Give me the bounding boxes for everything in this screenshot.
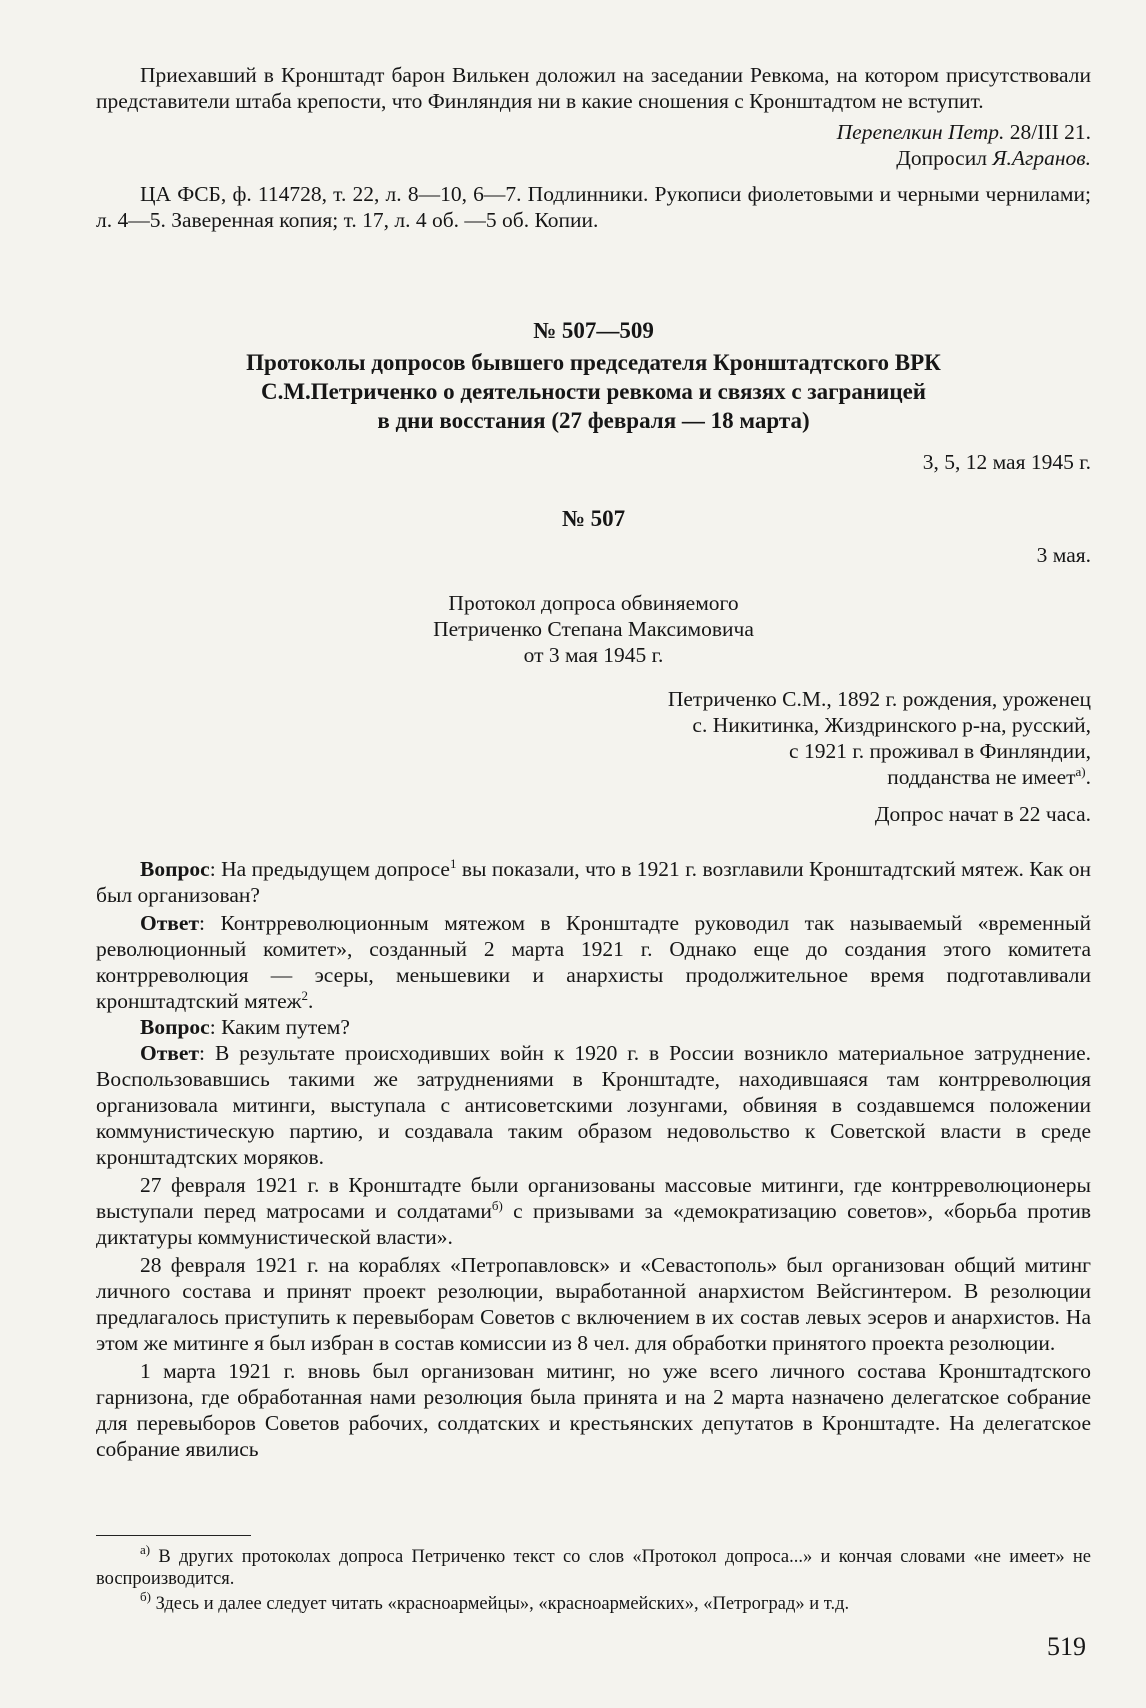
- answer-label: Ответ: [140, 911, 199, 935]
- bio-line-1: Петриченко С.М., 1892 г. рождения, уроженец: [667, 687, 1091, 711]
- accused-bio: [96, 686, 1091, 827]
- answer-1: [96, 910, 1091, 1014]
- protocol-line-3: от 3 мая 1945 г.: [523, 643, 664, 667]
- interrogation-start: Допрос начат в 22 часа.: [874, 802, 1091, 826]
- footnote-b-text: Здесь и далее следует читать «красноармейцы», «красноармейских», «Петроград» и т.д.: [150, 1594, 850, 1614]
- footnote-ref-1: 1: [449, 856, 457, 871]
- feb-27-text-a: 27 февраля 1921 г. в Кронштадте были организованы массовые митинги, где контрреволюционеры выступали перед матросами и солдатами: [96, 1173, 1091, 1223]
- interrogator-name: Я.Агранов.: [992, 146, 1091, 170]
- question-label: Вопрос: [140, 857, 210, 881]
- section-title-line-1: Протоколы допросов бывшего председателя Кронштадтского ВРК: [246, 350, 941, 375]
- answer-label: Ответ: [140, 1041, 199, 1065]
- bio-line-3: с 1921 г. проживал в Финляндии,: [789, 739, 1091, 763]
- page-number: 519: [1047, 1632, 1086, 1661]
- signature-line: [96, 119, 1091, 145]
- question-1-text-b: вы показали, что в 1921 г. возглавили Кронштадтский мятеж. Как он был организован?: [96, 857, 1091, 907]
- footnotes: [96, 1542, 1091, 1615]
- document-number: № 507: [561, 506, 626, 531]
- question-label: Вопрос: [140, 1015, 210, 1039]
- answer-1-text-b: .: [307, 989, 314, 1013]
- question-1-text-a: : На предыдущем допросе: [209, 857, 450, 881]
- paragraph-feb-27: [96, 1172, 1091, 1250]
- footnote-a: [96, 1542, 1091, 1590]
- footnote-a-text: В других протоколах допроса Петриченко текст со слов «Протокол допроса...» и кончая словами «не имеет» не воспроизводится.: [96, 1547, 1091, 1589]
- protocol-heading: [96, 590, 1091, 668]
- bio-line-4: [96, 764, 1091, 790]
- answer-1-text-a: : Контрреволюционным мятежом в Кронштадте руководил так называемый «временный революционный комитет», созданный 2 марта 1921 г. Однако еще до создания этого комитета контрреволюция — эсеры, меньшевики и анархисты продолжительное время подготавливали кронштадтский мятеж: [96, 911, 1091, 1013]
- bio-line-4-end: .: [1085, 765, 1091, 789]
- bio-line-2: с. Никитинка, Жиздринского р-на, русский,: [692, 713, 1091, 737]
- answer-2-text: : В результате происходивших войн к 1920 г. в России возникло материальное затруднение. Воспользовавшись такими же затруднениями в Кронштадте, находившаяся там контрреволюция организовала митинги, выступала с антисоветскими лозунгами, обвиняя в создавшемся положении коммунистическую партию, и создавала таким образом недовольство к Советской власти в среде кронштадтских моряков.: [96, 1041, 1091, 1169]
- footnote-a-mark: а): [140, 1542, 151, 1557]
- footnote-b: [96, 1589, 1091, 1615]
- bio-line-4-text: подданства не имеет: [887, 765, 1076, 789]
- answer-2: [96, 1040, 1091, 1170]
- interrogator-line: [96, 145, 1091, 171]
- intro-block: [96, 62, 1091, 233]
- section-title-line-2: С.М.Петриченко о деятельности ревкома и связях с заграницей: [260, 379, 927, 404]
- section-heading: [96, 318, 1091, 475]
- question-2: [96, 1014, 1091, 1040]
- footnote-ref-b: б): [491, 1198, 503, 1213]
- section-number: № 507—509: [533, 318, 654, 343]
- intro-paragraph: Приехавший в Кронштадт барон Вилькен доложил на заседании Ревкома, на котором присутствовали представители штаба крепости, что Финляндия ни в какие сношения с Кронштадтом не вступит.: [96, 63, 1091, 113]
- protocol-line-1: Протокол допроса обвиняемого: [448, 591, 739, 615]
- paragraph-feb-28: 28 февраля 1921 г. на кораблях «Петропавловск» и «Севастополь» был организован общий митинг личного состава и принят проект резолюции, выработанной анархистом Вейсгинтером. В резолюции предлагалось приступить к перевыборам Советов с включением в их состав левых эсеров и анархистов. На этом же митинге я был избран в состав комиссии из 8 чел. для обработки принятого проекта резолюции.: [96, 1253, 1091, 1355]
- document-heading: [96, 506, 1091, 568]
- document-date: 3 мая.: [1036, 543, 1091, 567]
- feb-27-text-b: с призывами за «демократизацию советов», «борьба против диктатуры коммунистической власти».: [96, 1199, 1091, 1249]
- section-dates: 3, 5, 12 мая 1945 г.: [922, 450, 1091, 474]
- signer-date: 28/III 21.: [1004, 120, 1091, 144]
- archive-source: ЦА ФСБ, ф. 114728, т. 22, л. 8—10, 6—7. Подлинники. Рукописи фиолетовыми и черными чернилами; л. 4—5. Заверенная копия; т. 17, л. 4 об. —5 об. Копии.: [96, 182, 1091, 232]
- footnote-ref-2: 2: [301, 988, 308, 1003]
- interrogator-label: Допросил: [896, 146, 993, 170]
- question-1: [96, 856, 1091, 908]
- interrogation-body: [96, 856, 1091, 1462]
- paragraph-mar-1: 1 марта 1921 г. вновь был организован митинг, но уже всего личного состава Кронштадтского гарнизона, где обработанная нами резолюция была принята и на 2 марта назначено делегатское собрание для перевыборов Советов рабочих, солдатских и крестьянских депутатов в Кронштадте. На делегатское собрание явились: [96, 1359, 1091, 1461]
- question-2-text: : Каким путем?: [209, 1015, 350, 1039]
- footnote-b-mark: б): [140, 1589, 151, 1604]
- signer-name: Перепелкин Петр.: [836, 120, 1005, 144]
- protocol-line-2: Петриченко Степана Максимовича: [433, 617, 754, 641]
- section-title-line-3: в дни восстания (27 февраля — 18 марта): [377, 408, 810, 433]
- footnote-ref-a: а): [1075, 764, 1086, 779]
- footnote-divider: [96, 1535, 251, 1536]
